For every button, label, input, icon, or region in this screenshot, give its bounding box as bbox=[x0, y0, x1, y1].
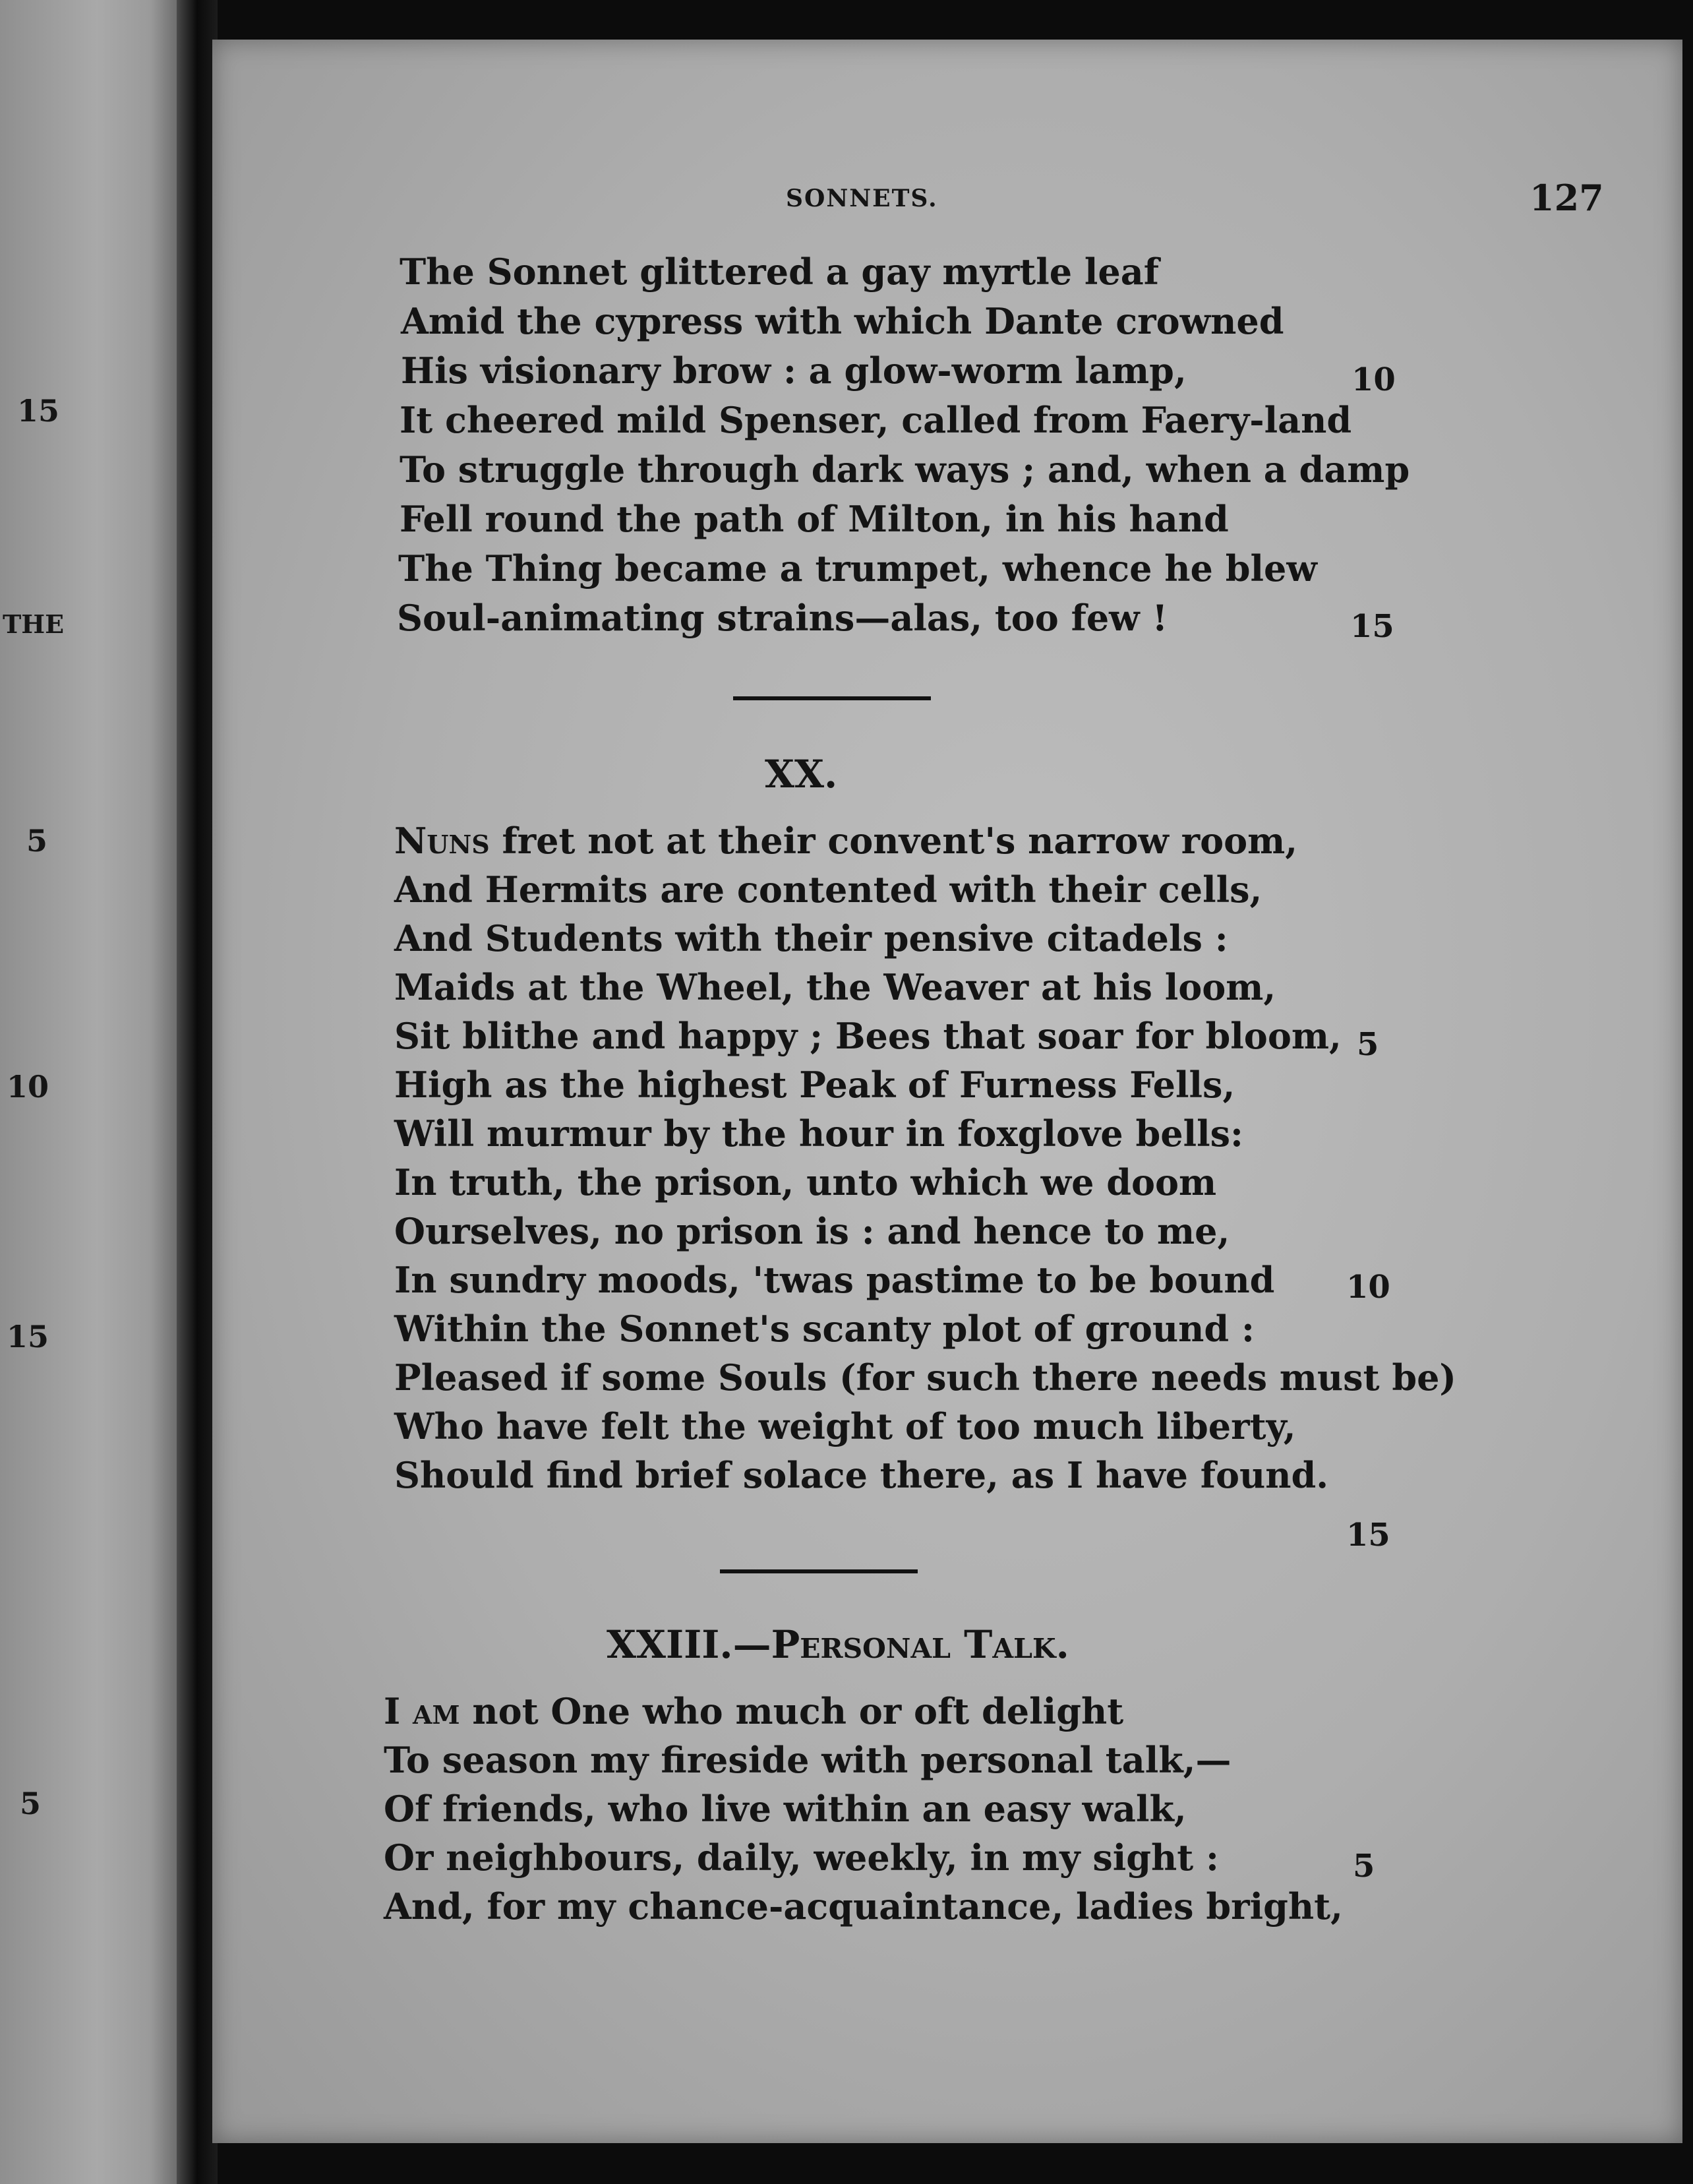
line-number: 15 bbox=[1350, 608, 1394, 645]
verse-line: The Sonnet glittered a gay myrtle leaf bbox=[400, 251, 1160, 293]
book-page bbox=[212, 40, 1682, 2143]
verse-line: Maids at the Wheel, the Weaver at his loom, bbox=[394, 966, 1276, 1008]
sonnet-title: XX. bbox=[765, 752, 838, 797]
verse-line: Sit blithe and happy ; Bees that soar for bloom, bbox=[394, 1015, 1342, 1057]
left-line-number: 5 bbox=[26, 823, 48, 859]
first-line-rest: fret not at their convent's narrow room, bbox=[489, 820, 1298, 862]
sonnet-subtitle: Personal Talk. bbox=[771, 1622, 1069, 1667]
verse-line: His visionary brow : a glow-worm lamp, bbox=[401, 349, 1187, 392]
first-word: Nuns bbox=[394, 820, 490, 862]
verse-line: Within the Sonnet's scanty plot of ground : bbox=[394, 1308, 1255, 1350]
verse-line: The Thing became a trumpet, whence he blew bbox=[398, 547, 1317, 590]
verse-line: Pleased if some Souls (for such there needs must be) bbox=[394, 1356, 1456, 1399]
verse-line: And, for my chance-acquaintance, ladies bright, bbox=[384, 1885, 1343, 1927]
first-line-rest: not One who much or oft delight bbox=[460, 1690, 1124, 1732]
verse-line: To struggle through dark ways ; and, when a damp bbox=[400, 448, 1410, 491]
verse-line: Or neighbours, daily, weekly, in my sight : bbox=[384, 1836, 1219, 1879]
verse-line: Ourselves, no prison is : and hence to me, bbox=[394, 1210, 1230, 1252]
verse-line: It cheered mild Spenser, called from Faery-land bbox=[400, 399, 1352, 441]
sonnet-title bbox=[607, 1622, 1069, 1667]
verse-line: To season my fireside with personal talk,— bbox=[384, 1739, 1232, 1781]
section-divider bbox=[733, 696, 931, 700]
line-number: 5 bbox=[1353, 1848, 1375, 1885]
book-gutter bbox=[177, 0, 218, 2184]
verse-line: Fell round the path of Milton, in his hand bbox=[400, 498, 1229, 540]
verse-line: And Hermits are contented with their cells, bbox=[394, 868, 1262, 911]
page-number: 127 bbox=[1530, 177, 1604, 219]
left-word-fragment: THE bbox=[3, 609, 65, 639]
left-line-number: 15 bbox=[17, 393, 60, 429]
verse-line: In truth, the prison, unto which we doom bbox=[394, 1161, 1217, 1203]
line-number: 15 bbox=[1346, 1517, 1390, 1554]
section-divider bbox=[720, 1569, 918, 1573]
verse-line: Will murmur by the hour in foxglove bells: bbox=[394, 1112, 1243, 1155]
left-line-number: 5 bbox=[20, 1786, 42, 1821]
running-title: SONNETS. bbox=[786, 185, 938, 212]
verse-line: And Students with their pensive citadels : bbox=[394, 917, 1228, 959]
scan-border bbox=[1682, 0, 1693, 2184]
line-number: 10 bbox=[1351, 361, 1396, 398]
line-number: 5 bbox=[1357, 1026, 1379, 1063]
show-through-text bbox=[1293, 264, 1305, 303]
verse-line: In sundry moods, 'twas pastime to be bound bbox=[394, 1259, 1275, 1301]
left-line-number: 10 bbox=[7, 1069, 49, 1105]
verse-line: High as the highest Peak of Furness Fells, bbox=[394, 1064, 1235, 1106]
line-number: 10 bbox=[1346, 1269, 1390, 1306]
verse-line: Soul-animating strains—alas, too few ! bbox=[397, 597, 1168, 639]
verse-line: Of friends, who live within an easy walk, bbox=[384, 1788, 1187, 1830]
left-line-number: 15 bbox=[7, 1319, 49, 1354]
verse-line: Amid the cypress with which Dante crowned bbox=[401, 300, 1284, 342]
previous-page-edge bbox=[0, 0, 177, 2184]
verse-line: Who have felt the weight of too much liberty, bbox=[394, 1405, 1296, 1447]
verse-line: Should find brief solace there, as I have found. bbox=[394, 1454, 1329, 1496]
sonnet-numeral: XXIII.— bbox=[607, 1622, 771, 1667]
verse-line bbox=[394, 820, 1298, 862]
verse-line bbox=[384, 1690, 1124, 1732]
first-word: I am bbox=[384, 1690, 460, 1732]
